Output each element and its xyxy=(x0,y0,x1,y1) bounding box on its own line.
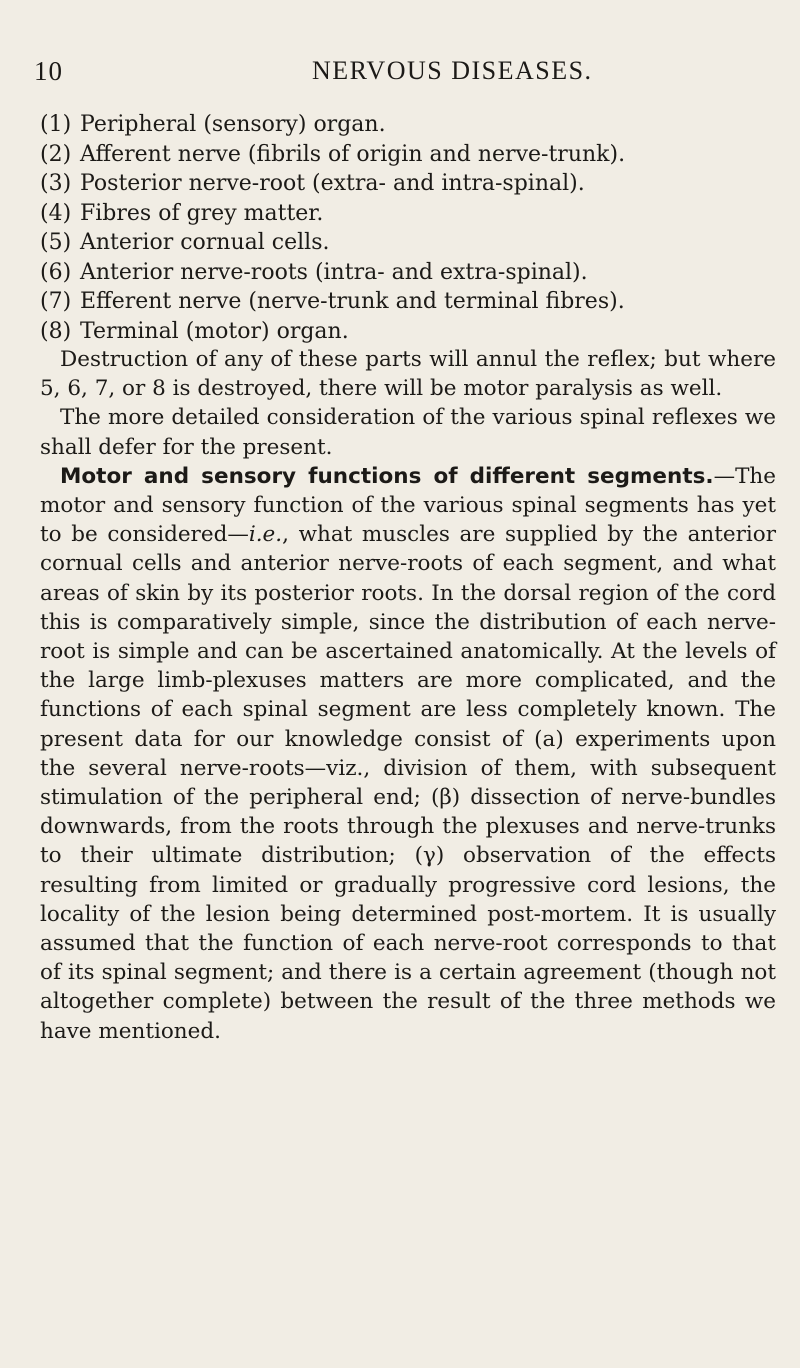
paragraph-destruction: Destruction of any of these parts will annul the reflex; but where 5, 6, 7, or 8 is destroyed, there will be motor paralysis as well. xyxy=(40,347,776,402)
paragraph-text: —The motor and sensory function of the various spinal segments has yet to be considered— xyxy=(40,463,776,548)
section-heading: Motor and sensory functions of different segments. xyxy=(60,463,714,489)
page-header xyxy=(0,56,800,90)
paragraph-text: , what muscles are supplied by the anterior cornual cells and anterior nerve-roots of each segment, and what areas of skin by its posterior roots. In the dorsal region of the cord this is comparatively simple, since the distribution of each nerve-root is simple and can be ascertained anatomically. At the levels of the large limb-plexuses matters are more complicated, and the functions of each spinal segment are less completely known. The present data for our knowledge consist of (a) experiments upon the several nerve-roots—viz., division of them, with subsequent stimulation of the peripheral end; (β) dissection of nerve-bundles downwards, from the roots through the plexuses and nerve-trunks to their ultimate distribution; (γ) observation of the effects resulting from limited or gradually progressive cord lesions, the locality of the lesion being determined post-mortem. It is usually assumed that the function of each nerve-root corresponds to that of its spinal segment; and there is a certain agreement (though not altogether complete) between the result of the three methods we have mentioned. xyxy=(40,522,776,1044)
list-item-text: Posterior nerve-root (extra- and intra-spinal). xyxy=(80,171,585,196)
list-item-number: (7) xyxy=(40,289,72,314)
list-item-text: Anterior nerve-roots (intra- and extra-spinal). xyxy=(80,259,588,285)
list-item-text: Terminal (motor) organ. xyxy=(80,318,349,344)
paragraph-segments xyxy=(40,462,776,1046)
list-item-text: Fibres of grey matter. xyxy=(80,200,324,226)
list-item-text: Peripheral (sensory) organ. xyxy=(80,112,386,137)
paragraph-defer: The more detailed consideration of the various spinal reflexes we shall defer for the present. xyxy=(40,405,776,460)
list-item-number: (4) xyxy=(40,200,72,226)
list-item xyxy=(40,317,780,347)
reflex-arc-list xyxy=(40,110,780,346)
list-item-number: (1) xyxy=(40,112,72,137)
list-item-number: (3) xyxy=(40,171,72,196)
list-item-text: Afferent nerve (fibrils of origin and nerve-trunk). xyxy=(80,141,626,167)
body-text xyxy=(40,345,776,1046)
page-number: 10 xyxy=(34,56,63,86)
list-item-text: Anterior cornual cells. xyxy=(80,230,330,255)
paragraph-italic-ie: i.e. xyxy=(248,522,283,548)
list-item-number: (5) xyxy=(40,230,72,255)
running-head: NERVOUS DISEASES. xyxy=(312,56,593,85)
list-item xyxy=(40,169,780,199)
list-item xyxy=(40,258,780,288)
list-item xyxy=(40,228,780,258)
list-item-number: (6) xyxy=(40,259,72,285)
list-item xyxy=(40,110,780,140)
list-item-text: Efferent nerve (nerve-trunk and terminal fibres). xyxy=(80,289,625,314)
list-item xyxy=(40,140,780,170)
list-item-number: (8) xyxy=(40,318,72,344)
list-item xyxy=(40,199,780,229)
list-item-number: (2) xyxy=(40,141,72,167)
list-item xyxy=(40,287,780,317)
